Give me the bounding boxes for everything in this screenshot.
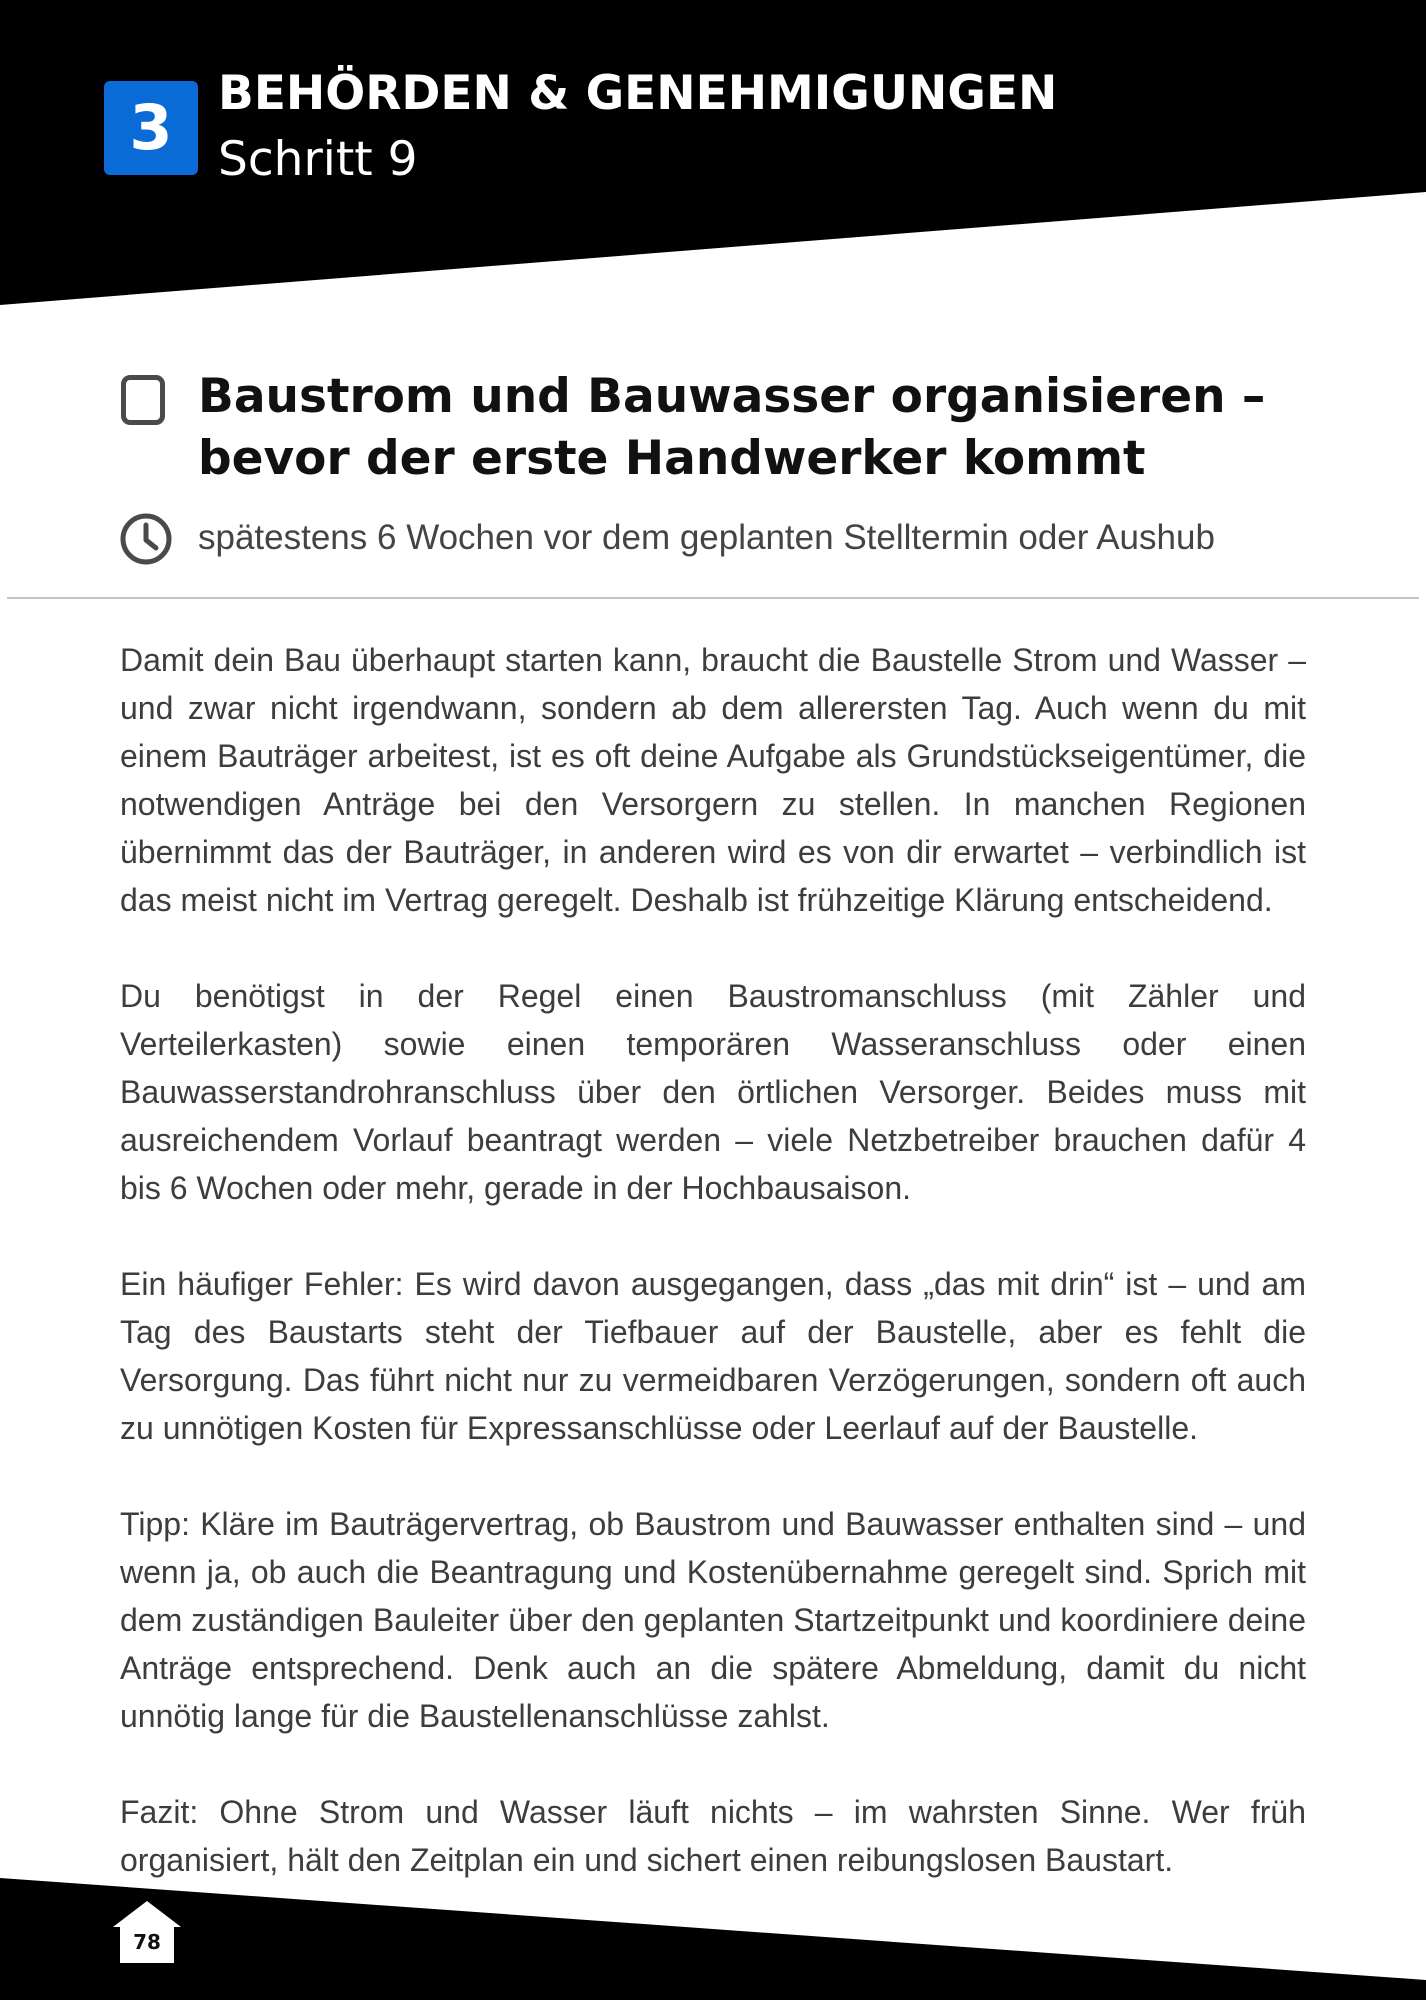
- page-number: 78: [133, 1930, 161, 1954]
- paragraph-requirements: Du benötigst in der Regel einen Baustromanschluss (mit Zähler und Verteilerkasten) sowie einen temporären Wasseranschluss oder einen Bauwasserstandrohranschluss über den örtlichen Versorger. Beides muss mit ausreichendem Vorlauf beantragt werden – viele Netzbetreiber brauchen dafür 4 bis 6 Wochen oder mehr, gerade in der Hochbausaison.: [120, 978, 1306, 1206]
- body-text: [120, 636, 1306, 1932]
- footer-band: [0, 1870, 1426, 2000]
- clock-icon: [119, 512, 173, 566]
- paragraph-common-mistake: Ein häufiger Fehler: Es wird davon ausgegangen, dass „das mit drin“ ist – und am Tag des Baustarts steht der Tiefbauer auf der Baustelle, aber es fehlt die Versorgung. Das führt nicht nur zu vermeidbaren Verzögerungen, sondern oft auch zu unnötigen Kosten für Expressanschlüsse oder Leerlauf auf der Baustelle.: [120, 1266, 1306, 1446]
- step-number-badge: [104, 81, 198, 175]
- paragraph-intro: Damit dein Bau überhaupt starten kann, braucht die Baustelle Strom und Wasser – und zwar nicht irgendwann, sondern ab dem allerersten Tag. Auch wenn du mit einem Bauträger arbeitest, ist es oft deine Aufgabe als Grundstückseigentümer, die notwendigen Anträge bei den Versorgern zu stellen. In manchen Regionen übernimmt das der Bauträger, in anderen wird es von dir erwartet – verbindlich ist das meist nicht im Vertrag geregelt. Deshalb ist frühzeitige Klärung entscheidend.: [120, 642, 1306, 918]
- paragraph-conclusion: Fazit: Ohne Strom und Wasser läuft nichts – im wahrsten Sinne. Wer früh organisiert, hält den Zeitplan ein und sichert einen reibungslosen Baustart.: [120, 1794, 1306, 1878]
- page-number-badge: [112, 1900, 182, 1964]
- checkbox-icon[interactable]: [121, 375, 165, 425]
- step-number: 3: [129, 91, 173, 164]
- divider: [7, 597, 1419, 599]
- deadline-text: spätestens 6 Wochen vor dem geplanten Stelltermin oder Aushub: [198, 518, 1215, 557]
- section-title: BEHÖRDEN & GENEHMIGUNGEN: [218, 66, 1058, 121]
- header-band: [0, 0, 1426, 310]
- step-title: Baustrom und Bauwasser organisieren – bevor der erste Handwerker kommt: [198, 369, 1266, 486]
- paragraph-tip: Tipp: Kläre im Bauträgervertrag, ob Baustrom und Bauwasser enthalten sind – und wenn ja, ob auch die Beantragung und Kostenübernahme geregelt sind. Sprich mit dem zuständigen Bauleiter über den geplanten Startzeitpunkt und koordiniere deine Anträge entsprechend. Denk auch an die spätere Abmeldung, damit du nicht unnötig lange für die Baustellenanschlüsse zahlst.: [120, 1506, 1306, 1734]
- step-label: Schritt 9: [218, 132, 418, 187]
